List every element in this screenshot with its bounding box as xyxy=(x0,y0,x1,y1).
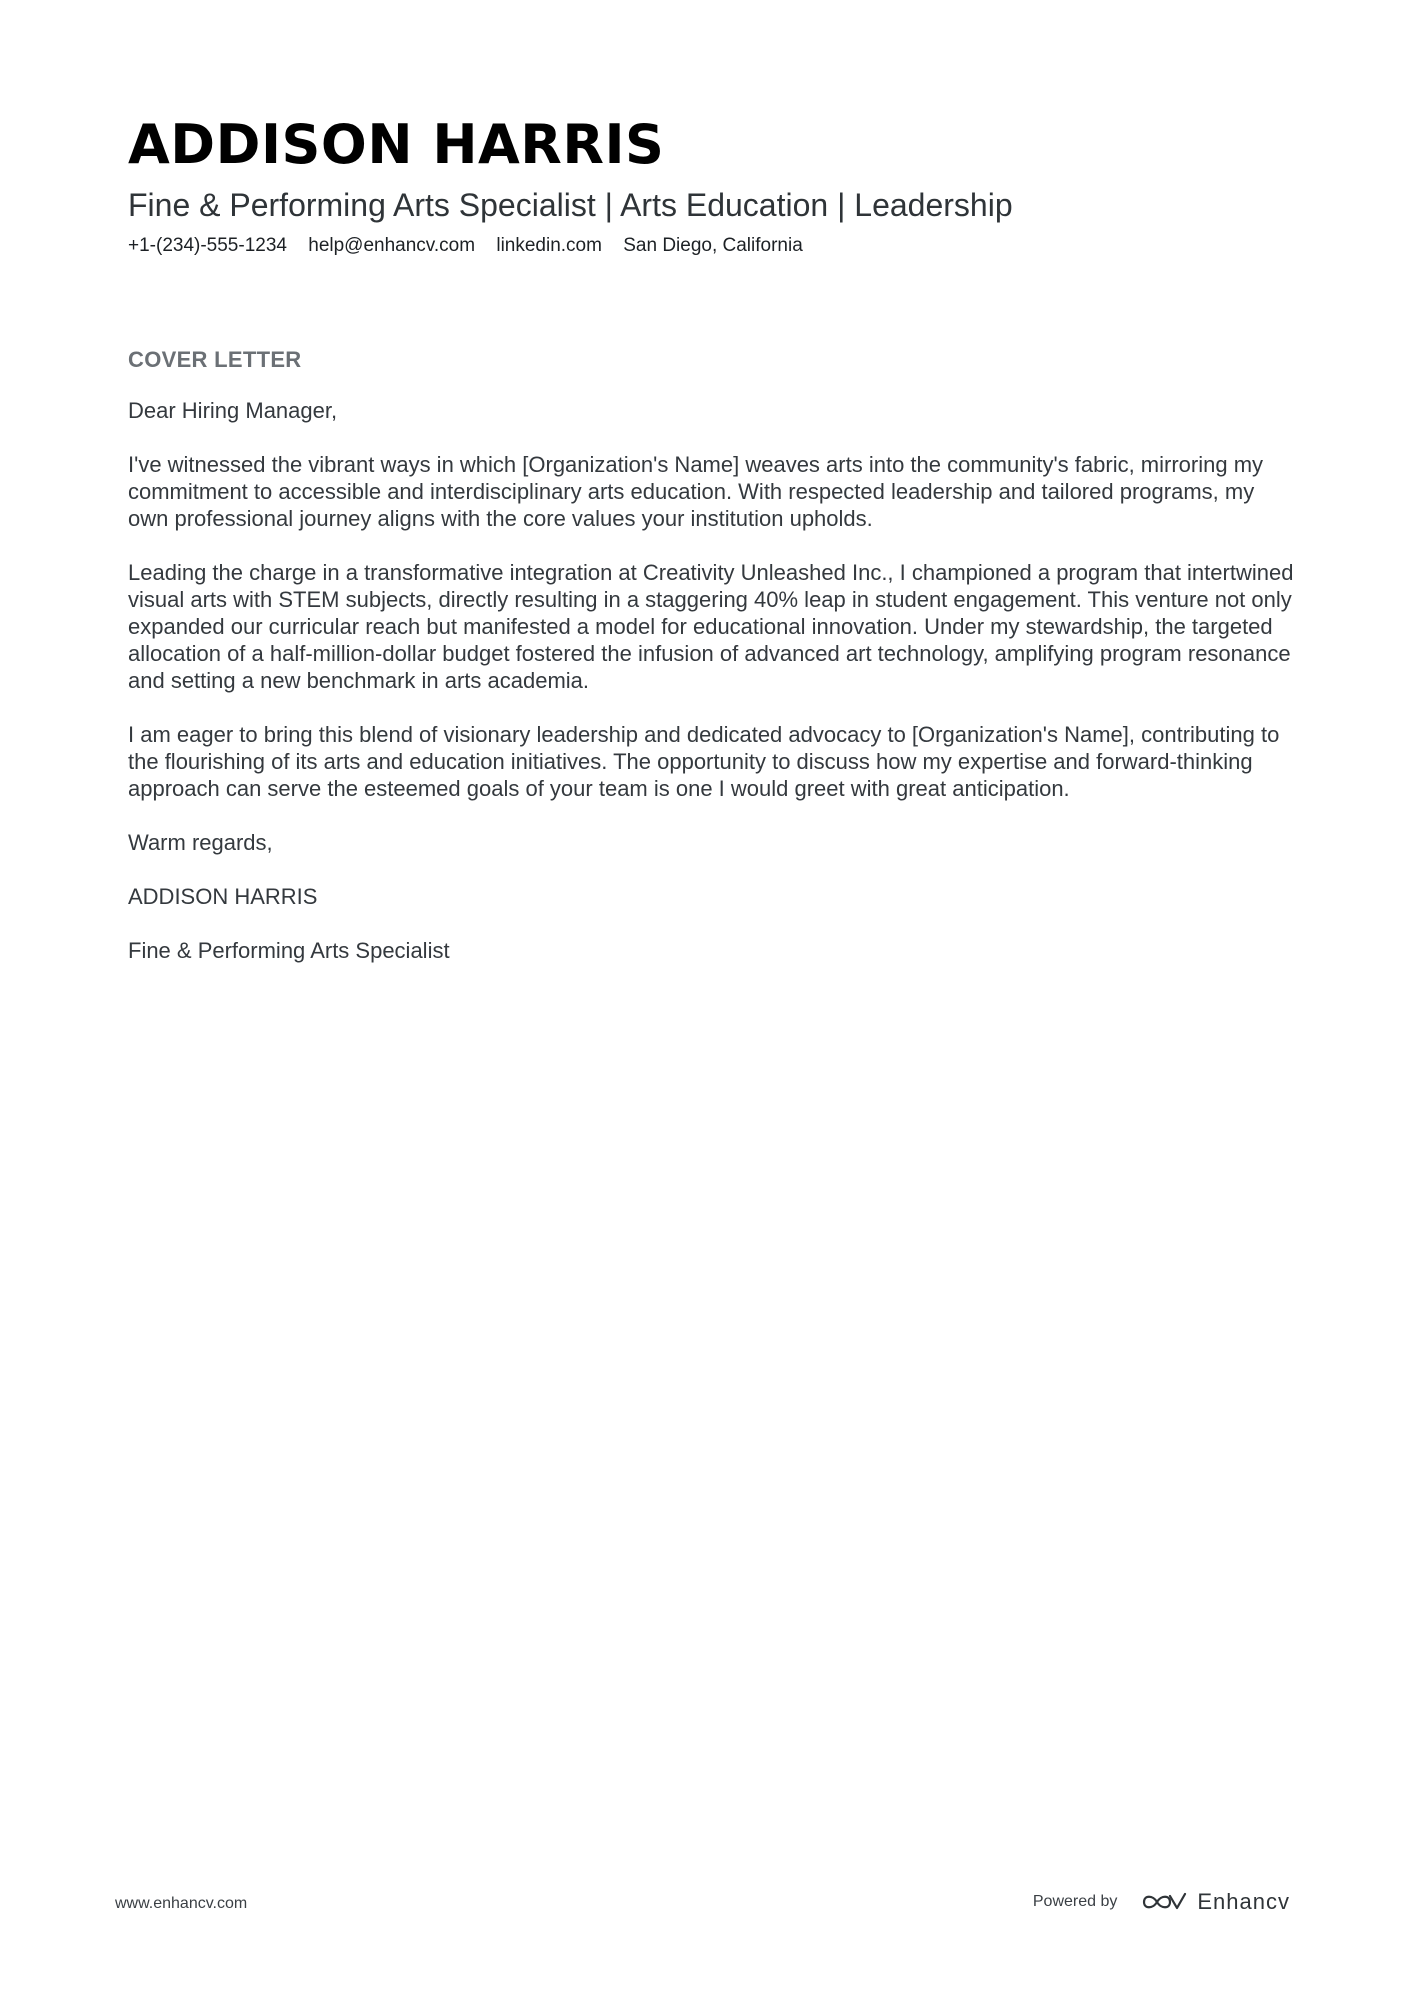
applicant-name: ADDISON HARRIS xyxy=(128,113,665,176)
paragraph-3: I am eager to bring this blend of visionary leadership and dedicated advocacy to [Organization's Name], contributing to the flourishing of its arts and education initiatives. The opportunity to discuss how my expertise and forward-thinking approach can serve the esteemed goals of your team is one I would greet with great anticipation. xyxy=(128,722,1280,801)
closing: Warm regards, xyxy=(128,830,273,855)
applicant-headline: Fine & Performing Arts Specialist | Arts Education | Leadership xyxy=(128,187,1013,223)
salutation: Dear Hiring Manager, xyxy=(128,398,338,423)
contact-linkedin: linkedin.com xyxy=(496,235,602,256)
contact-phone: +1-(234)-555-1234 xyxy=(128,235,287,256)
brand-logo xyxy=(1141,1889,1290,1915)
signature-name: ADDISON HARRIS xyxy=(128,884,318,909)
footer-branding xyxy=(1033,1884,1290,1920)
contact-info xyxy=(128,233,819,259)
footer-website: www.enhancv.com xyxy=(115,1895,248,1912)
enhancv-logo-icon xyxy=(1141,1890,1187,1914)
brand-name: Enhancv xyxy=(1197,1889,1290,1914)
signature-title: Fine & Performing Arts Specialist xyxy=(128,938,450,963)
letter-body xyxy=(128,397,1298,991)
section-title: COVER LETTER xyxy=(128,347,302,372)
contact-location: San Diego, California xyxy=(623,235,803,256)
paragraph-1: I've witnessed the vibrant ways in which [Organization's Name] weaves arts into the community's fabric, mirroring my commitment to accessible and interdisciplinary arts education. With respected leadership and tailored programs, my own professional journey aligns with the core values your institution upholds. xyxy=(128,452,1264,531)
contact-email: help@enhancv.com xyxy=(308,235,476,256)
powered-by-label: Powered by xyxy=(1032,1893,1118,1910)
paragraph-2: Leading the charge in a transformative integration at Creativity Unleashed Inc., I championed a program that intertwined visual arts with STEM subjects, directly resulting in a staggering 40% leap in student engagement. This venture not only expanded our curricular reach but manifested a model for educational innovation. Under my stewardship, the targeted allocation of a half-million-dollar budget fostered the infusion of advanced art technology, amplifying program resonance and setting a new benchmark in arts academia. xyxy=(128,560,1294,693)
